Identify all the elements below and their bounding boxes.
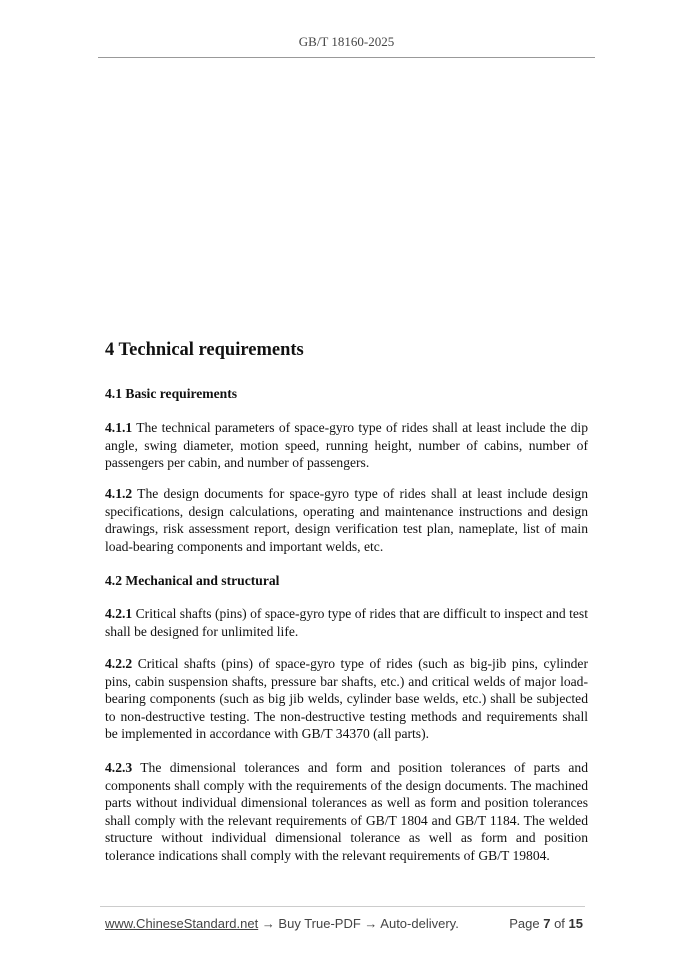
header-divider bbox=[98, 57, 595, 58]
header-doc-id: GB/T 18160-2025 bbox=[298, 34, 395, 49]
subsection-title: 4.1 Basic requirements bbox=[105, 386, 238, 401]
clause-number: 4.2.1 bbox=[105, 606, 133, 621]
page-indicator bbox=[509, 916, 583, 931]
paragraph bbox=[105, 605, 588, 640]
section-title: 4 Technical requirements bbox=[105, 340, 304, 360]
clause-text: The technical parameters of space-gyro type of rides shall at least include the dip angle, swing diameter, motion speed, running height, number of cabins, number of passengers per cabin, and number of passengers. bbox=[105, 420, 588, 471]
paragraph bbox=[105, 419, 588, 472]
page-of: of bbox=[550, 916, 569, 931]
page-total: 15 bbox=[568, 916, 583, 931]
page-label: Page bbox=[509, 916, 544, 931]
footer-promo: → Buy True-PDF → Auto-delivery. bbox=[258, 916, 459, 931]
paragraph bbox=[105, 759, 588, 865]
page-number: 7 bbox=[543, 916, 551, 931]
paragraph bbox=[105, 485, 588, 555]
paragraph bbox=[105, 655, 588, 743]
clause-number: 4.1.2 bbox=[105, 486, 133, 501]
clause-number: 4.1.1 bbox=[105, 420, 133, 435]
clause-text: Critical shafts (pins) of space-gyro type of rides (such as big-jib pins, cylinder pins, cabin suspension shafts, pressure bar shafts, etc.) and critical welds of major load-bearing components (such as big jib welds, cylinder base welds, etc.) shall be subjected to non-destructive testing. The non-destructive testing methods and requirements shall be implemented in accordance with GB/T 34370 (all parts). bbox=[105, 656, 588, 742]
clause-text: Critical shafts (pins) of space-gyro type of rides that are difficult to inspect and test shall be designed for unlimited life. bbox=[105, 606, 588, 639]
clause-text: The dimensional tolerances and form and position tolerances of parts and components shall comply with the requirements of the design documents. The machined parts without individual dimensional tolerances as well as form and position tolerances shall comply with the relevant requirements of GB/T 1804 and GB/T 1184. The welded structure without individual dimensional tolerance as well as form and position tolerance indications shall comply with the relevant requirements of GB/T 19804. bbox=[105, 760, 588, 863]
website-link[interactable]: www.ChineseStandard.net bbox=[105, 916, 259, 931]
footer-divider bbox=[100, 906, 585, 907]
footer bbox=[105, 916, 583, 931]
clause-number: 4.2.3 bbox=[105, 760, 133, 775]
clause-number: 4.2.2 bbox=[105, 656, 133, 671]
clause-text: The design documents for space-gyro type of rides shall at least include design specifications, design calculations, operating and maintenance instructions and design drawings, risk assessment report, design verification test plan, nameplate, list of main load-bearing components and important welds, etc. bbox=[105, 486, 588, 554]
subsection-title: 4.2 Mechanical and structural bbox=[105, 573, 280, 588]
